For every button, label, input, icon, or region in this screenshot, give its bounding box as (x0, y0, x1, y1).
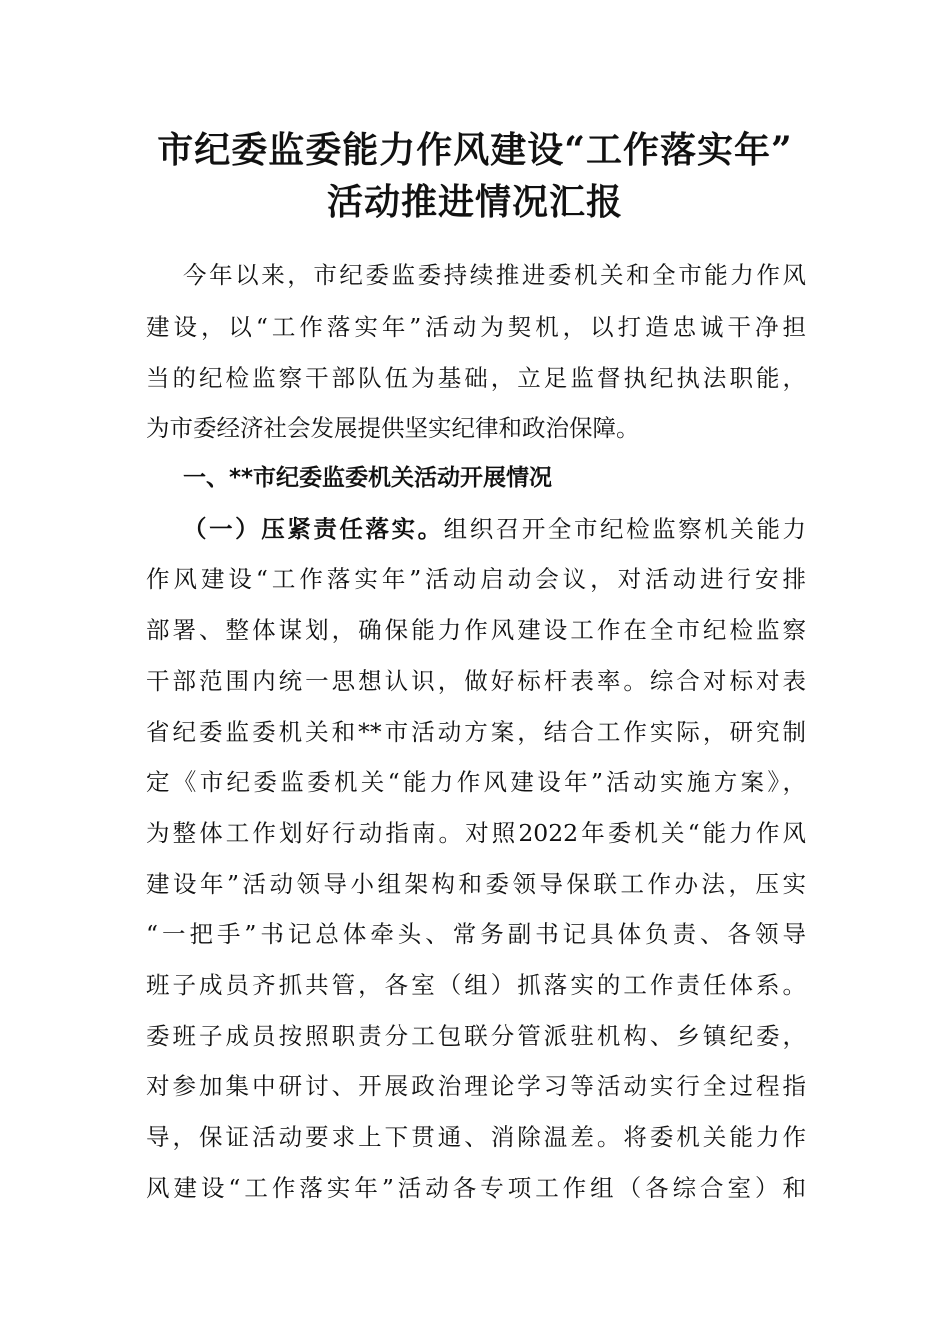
body-line: 干部范围内统一思想认识，做好标杆表率。综合对标对表 (146, 667, 806, 695)
body-line: 对参加集中研讨、开展政治理论学习等活动实行全过程指 (146, 1072, 806, 1100)
document-title-line-2: 活动推进情况汇报 (326, 181, 623, 223)
body-line: 风建设“工作落实年”活动各专项工作组（各综合室）和 (146, 1174, 806, 1202)
body-line: 定《市纪委监委机关“能力作风建设年”活动实施方案》， (146, 768, 806, 796)
body-line: 作风建设“工作落实年”活动启动会议，对活动进行安排 (146, 565, 806, 593)
body-line: “一把手”书记总体牵头、常务副书记具体负责、各领导 (146, 920, 806, 948)
body-line: 班子成员齐抓共管，各室（组）抓落实的工作责任体系。 (146, 971, 806, 999)
intro-line: 为市委经济社会发展提供坚实纪律和政治保障。 (146, 414, 640, 442)
body-line: 建设年”活动领导小组架构和委领导保联工作办法，压实 (146, 870, 806, 898)
body-line: 委班子成员按照职责分工包联分管派驻机构、乡镇纪委， (146, 1022, 806, 1050)
subsection-text: 组织召开全市纪检监察机关能力 (443, 515, 807, 543)
subsection-title: （一）压紧责任落实。 (183, 515, 444, 543)
body-line: 部署、整体谋划，确保能力作风建设工作在全市纪检监察 (146, 616, 806, 644)
subsection-first-line (183, 513, 806, 545)
intro-line: 当的纪检监察干部队伍为基础，立足监督执纪执法职能， (146, 364, 806, 392)
document-title-line-1: 市纪委监委能力作风建设“工作落实年” (157, 129, 793, 171)
body-line: 为整体工作划好行动指南。对照2022年委机关“能力作风 (146, 819, 806, 847)
intro-line: 今年以来，市纪委监委持续推进委机关和全市能力作风 (183, 261, 806, 289)
body-line: 省纪委监委机关和**市活动方案，结合工作实际，研究制 (146, 718, 806, 746)
intro-line: 建设，以“工作落实年”活动为契机，以打造忠诚干净担 (146, 313, 806, 341)
body-line: 导，保证活动要求上下贯通、消除温差。将委机关能力作 (146, 1123, 806, 1151)
section-heading: 一、**市纪委监委机关活动开展情况 (183, 465, 553, 491)
